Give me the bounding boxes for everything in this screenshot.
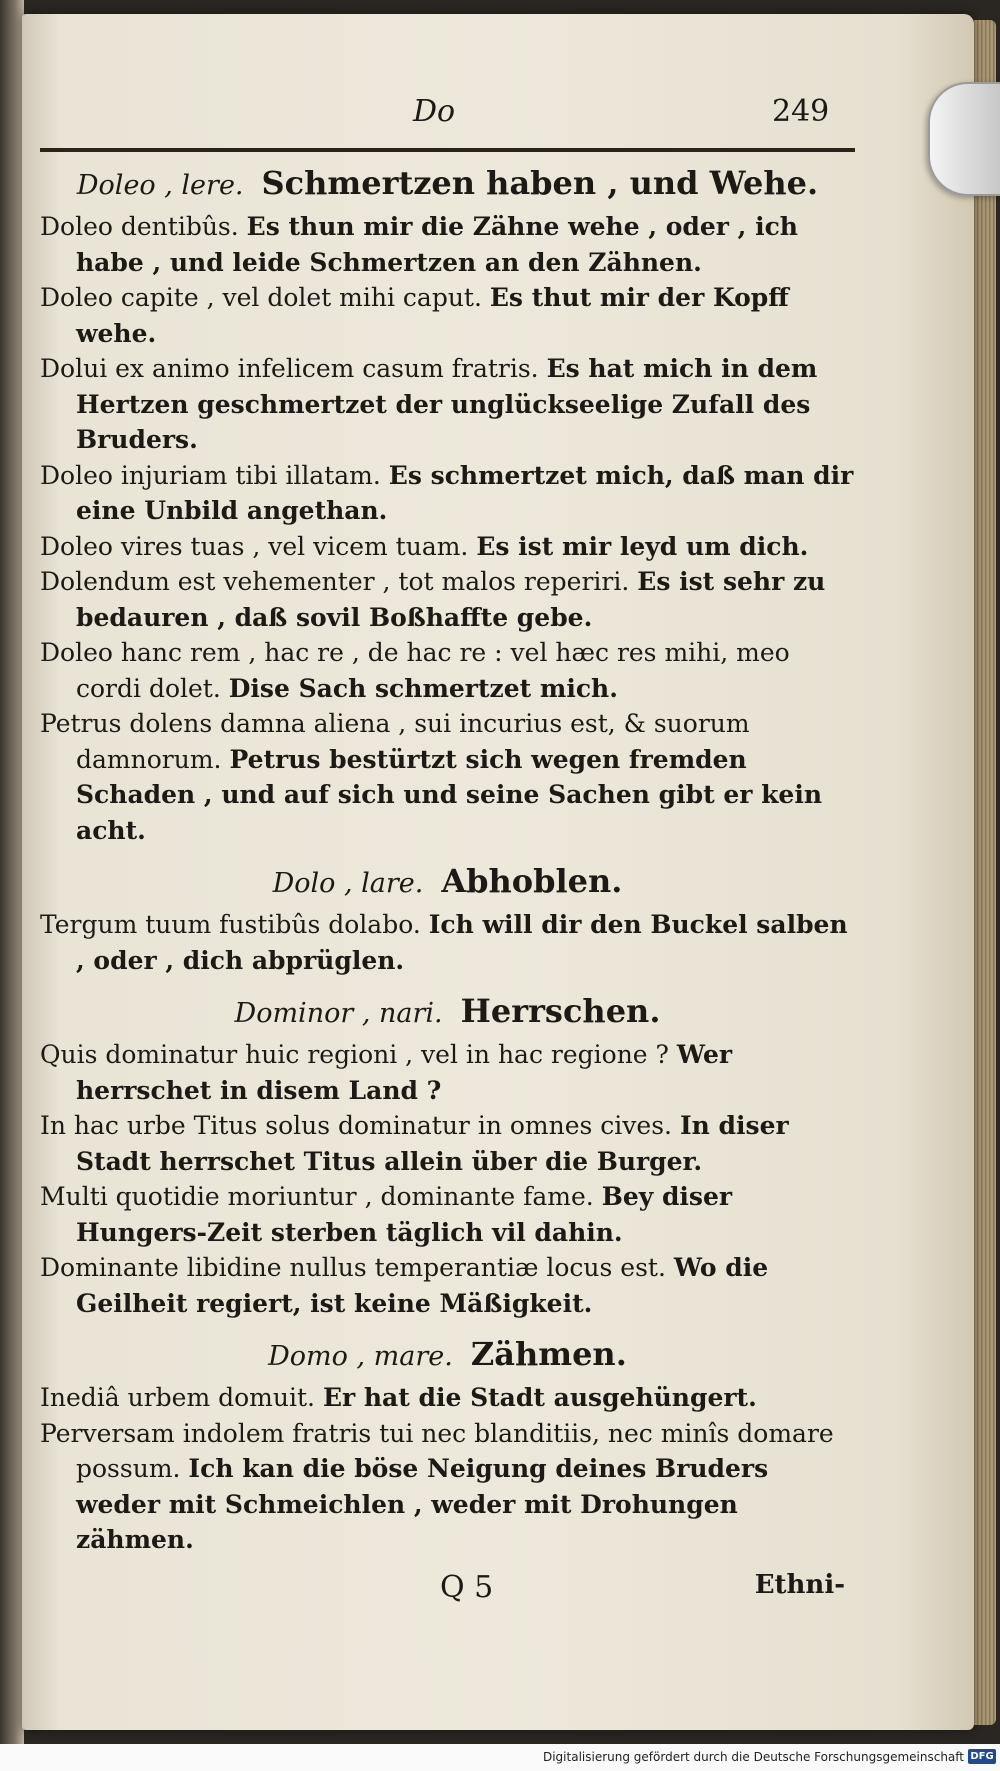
entry-german: Wer herrschet in disem Land ? xyxy=(76,1040,733,1105)
book-gutter xyxy=(0,0,24,1771)
signature-mark: Q 5 xyxy=(440,1569,494,1605)
entry-german: Es ist sehr zu bedauren , daß sovil Boßhaffte gebe. xyxy=(76,567,826,632)
entry-german: Es schmertzet mich, daß man dir eine Unbild angethan. xyxy=(76,460,854,525)
running-head: Do xyxy=(413,94,456,129)
headword-german: Abhoblen. xyxy=(441,862,623,900)
entry xyxy=(40,351,855,458)
entry-latin: Tergum tuum fustibûs dolabo. xyxy=(40,910,421,939)
entry-german: Es hat mich in dem Hertzen geschmertzet der unglückseelige Zufall des Bruders. xyxy=(76,354,818,454)
dfg-logo-icon: DFG xyxy=(968,1749,996,1764)
headword-latin: Doleo , lere. xyxy=(76,170,244,201)
entry-german: Es thut mir der Kopff wehe. xyxy=(76,283,789,348)
entry-latin: Quis dominatur huic regioni , vel in hac regione ? xyxy=(40,1040,669,1069)
entry-german: In diser Stadt herrschet Titus allein über die Burger. xyxy=(76,1111,789,1176)
entry-latin: Inediâ urbem domuit. xyxy=(40,1383,315,1412)
entry xyxy=(40,564,855,635)
headword-german: Zähmen. xyxy=(470,1335,627,1373)
headword-latin: Dominor , nari. xyxy=(234,998,443,1029)
entry xyxy=(40,635,855,706)
dictionary-section xyxy=(40,864,855,978)
page-edges xyxy=(974,20,996,1725)
page-number: 249 xyxy=(772,94,830,129)
entry-german: Bey diser Hungers-Zeit sterben täglich vil dahin. xyxy=(76,1182,733,1247)
entry-latin: Dominante libidine nullus temperantiæ locus est. xyxy=(40,1253,666,1282)
credit-text: Digitalisierung gefördert durch die Deutsche Forschungsgemeinschaft xyxy=(542,1750,964,1764)
entry-german: Es thun mir die Zähne wehe , oder , ich habe , und leide Schmertzen an den Zähnen. xyxy=(76,212,798,277)
entry-latin: Dolendum est vehementer , tot malos reperiri. xyxy=(40,567,630,596)
entry-latin: Doleo capite , vel dolet mihi caput. xyxy=(40,283,482,312)
page-content xyxy=(40,92,855,1608)
dictionary-section xyxy=(40,994,855,1321)
headword-german: Herrschen. xyxy=(460,992,661,1030)
entry-latin: Multi quotidie moriuntur , dominante fame. xyxy=(40,1182,594,1211)
entry xyxy=(40,529,855,565)
headword xyxy=(40,994,855,1031)
headword-latin: Dolo , lare. xyxy=(272,868,424,899)
dictionary-section xyxy=(40,1337,855,1558)
entry-latin: Doleo vires tuas , vel vicem tuam. xyxy=(40,531,469,561)
entry-german: Petrus bestürtzt sich wegen fremden Schaden , und auf sich und seine Sachen gibt er kein acht. xyxy=(76,744,822,845)
entry-german: Wo die Geilheit regiert, ist keine Mäßigkeit. xyxy=(76,1253,769,1318)
header-rule xyxy=(40,148,855,152)
catchword: Ethni- xyxy=(754,1569,845,1600)
entry-german: Ich will dir den Buckel salben , oder , dich abprüglen. xyxy=(76,910,848,975)
page-header xyxy=(40,92,855,150)
dictionary-section xyxy=(40,166,855,848)
entry xyxy=(40,209,855,280)
entry-german: Dise Sach schmertzet mich. xyxy=(228,673,618,703)
entry-latin: In hac urbe Titus solus dominatur in omnes cives. xyxy=(40,1111,672,1140)
headword-german: Schmertzen haben , und Wehe. xyxy=(261,164,819,202)
page-clip xyxy=(928,82,1000,196)
headword xyxy=(40,166,855,203)
headword xyxy=(40,864,855,901)
entry xyxy=(40,706,855,848)
entry xyxy=(40,1037,855,1108)
headword xyxy=(40,1337,855,1374)
entry-latin: Doleo injuriam tibi illatam. xyxy=(40,460,381,490)
entry-latin: Perversam indolem fratris tui nec blanditiis, nec minîs domare possum. xyxy=(40,1418,834,1483)
entry xyxy=(40,1380,855,1416)
entry xyxy=(40,1108,855,1179)
entry-german: Ich kan die böse Neigung deines Bruders weder mit Schmeichlen , weder mit Drohungen zähmen. xyxy=(76,1454,769,1554)
entry-latin: Doleo dentibûs. xyxy=(40,212,239,241)
entry-latin: Petrus dolens damna aliena , sui incurius est, & suorum damnorum. xyxy=(40,709,750,774)
entry xyxy=(40,1416,855,1558)
headword-latin: Domo , mare. xyxy=(268,1341,453,1372)
entry-german: Es ist mir leyd um dich. xyxy=(476,531,809,561)
entry xyxy=(40,1179,855,1250)
entry-german: Er hat die Stadt ausgehüngert. xyxy=(322,1383,757,1412)
entry xyxy=(40,280,855,351)
page-footer xyxy=(40,1568,855,1608)
entry xyxy=(40,458,855,529)
entry-latin: Doleo hanc rem , hac re , de hac re : vel hæc res mihi, meo cordi dolet. xyxy=(40,638,790,703)
entry-latin: Dolui ex animo infelicem casum fratris. xyxy=(40,354,539,383)
entry xyxy=(40,1250,855,1321)
entry xyxy=(40,907,855,978)
